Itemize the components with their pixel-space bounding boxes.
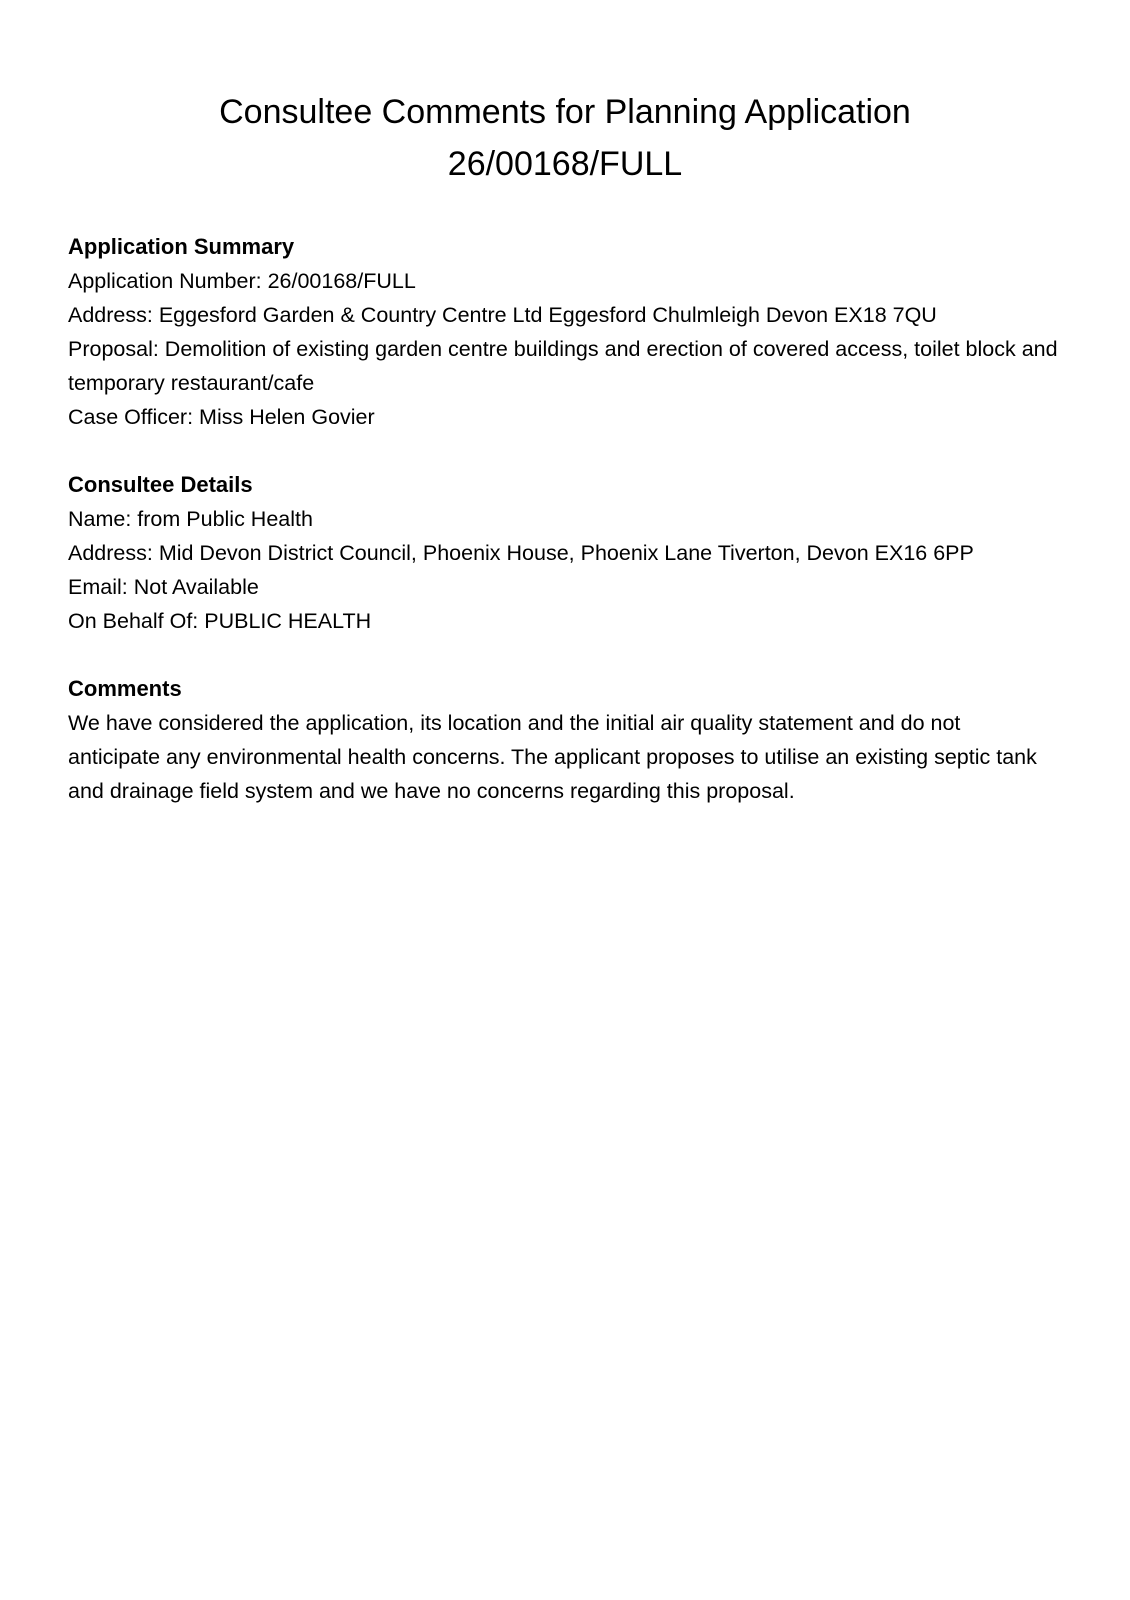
title-line-1: Consultee Comments for Planning Application (219, 93, 911, 131)
consultee-details-heading: Consultee Details (68, 472, 253, 497)
application-proposal: Proposal: Demolition of existing garden centre buildings and erection of covered access, toilet block and temporary restaurant/cafe (68, 337, 1058, 395)
page-title (0, 86, 1130, 190)
title-line-2: 26/00168/FULL (447, 145, 683, 183)
application-address: Address: Eggesford Garden & Country Centre Ltd Eggesford Chulmleigh Devon EX18 7QU (68, 303, 937, 327)
application-summary-heading: Application Summary (68, 234, 295, 259)
comments-text: We have considered the application, its location and the initial air quality statement and do not anticipate any environmental health concerns. The applicant proposes to utilise an existing septic tank and drainage field system and we have no concerns regarding this proposal. (68, 711, 1037, 803)
application-summary-section (68, 230, 1068, 434)
consultee-address: Address: Mid Devon District Council, Phoenix House, Phoenix Lane Tiverton, Devon EX16 6PP (68, 541, 974, 565)
consultee-on-behalf-of: On Behalf Of: PUBLIC HEALTH (68, 609, 372, 633)
consultee-email: Email: Not Available (68, 575, 259, 599)
consultee-name: Name: from Public Health (68, 507, 313, 531)
consultee-details-section (68, 468, 1068, 638)
comments-section (68, 672, 1068, 808)
application-number: Application Number: 26/00168/FULL (68, 269, 416, 293)
comments-heading: Comments (68, 676, 182, 701)
case-officer: Case Officer: Miss Helen Govier (68, 405, 375, 429)
document-body (68, 230, 1068, 842)
